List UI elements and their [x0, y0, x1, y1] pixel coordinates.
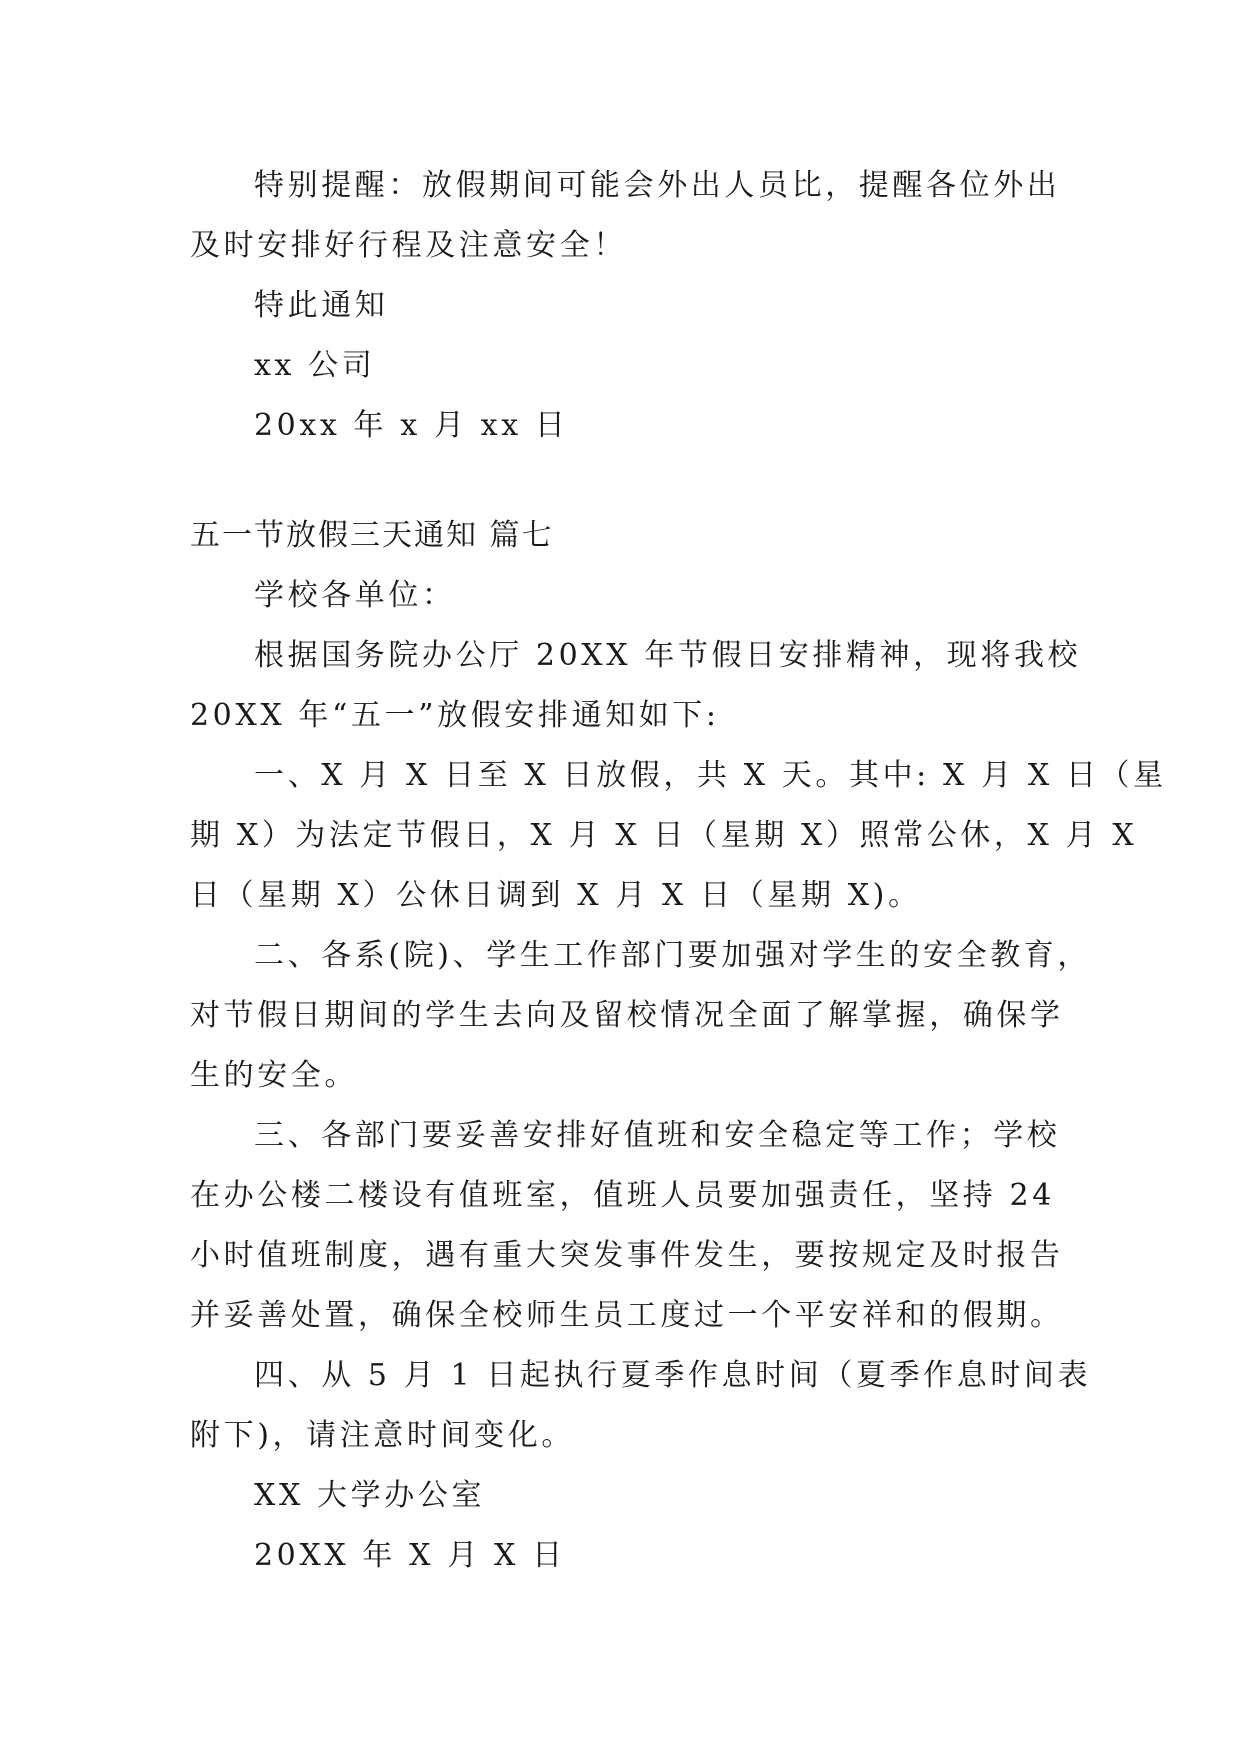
company-name: xx 公司	[254, 348, 376, 383]
intro-line-1: 根据国务院办公厅 20XX 年节假日安排精神，现将我校	[254, 638, 1082, 673]
item1-line-3: 日（星期 X）公休日调到 X 月 X 日（星期 X)。	[190, 878, 922, 913]
signature: XX 大学办公室	[254, 1478, 486, 1513]
item2-line-3: 生的安全。	[190, 1058, 358, 1093]
item1-line-2: 期 X）为法定节假日，X 月 X 日（星期 X）照常公休，X 月 X	[190, 818, 1138, 853]
notice-phrase: 特此通知	[254, 288, 389, 323]
item2-line-2: 对节假日期间的学生去向及留校情况全面了解掌握，确保学	[190, 998, 1064, 1033]
salutation: 学校各单位：	[254, 578, 456, 613]
item3-line-2: 在办公楼二楼设有值班室，值班人员要加强责任，坚持 24	[190, 1178, 1055, 1213]
reminder-line-2: 及时安排好行程及注意安全！	[190, 228, 627, 263]
item4-line-1: 四、从 5 月 1 日起执行夏季作息时间（夏季作息时间表	[254, 1358, 1092, 1393]
item4-line-2: 附下)，请注意时间变化。	[190, 1418, 575, 1453]
sign-date: 20XX 年 X 月 X 日	[254, 1538, 566, 1573]
reminder-line-1: 特别提醒：放假期间可能会外出人员比，提醒各位外出	[254, 168, 1061, 203]
item3-line-4: 并妥善处置，确保全校师生员工度过一个平安祥和的假期。	[190, 1298, 1064, 1333]
item3-line-1: 三、各部门要妥善安排好值班和安全稳定等工作；学校	[254, 1118, 1061, 1153]
section-title: 五一节放假三天通知 篇七	[190, 518, 554, 553]
item2-line-1: 二、各系(院)、学生工作部门要加强对学生的安全教育，	[254, 938, 1092, 973]
item3-line-3: 小时值班制度，遇有重大突发事件发生，要按规定及时报告	[190, 1238, 1064, 1273]
intro-line-2: 20XX 年“五一”放假安排通知如下:	[190, 698, 720, 733]
item1-line-1: 一、X 月 X 日至 X 日放假，共 X 天。其中: X 月 X 日（星	[254, 758, 1167, 793]
document-date: 20xx 年 x 月 xx 日	[254, 408, 569, 443]
